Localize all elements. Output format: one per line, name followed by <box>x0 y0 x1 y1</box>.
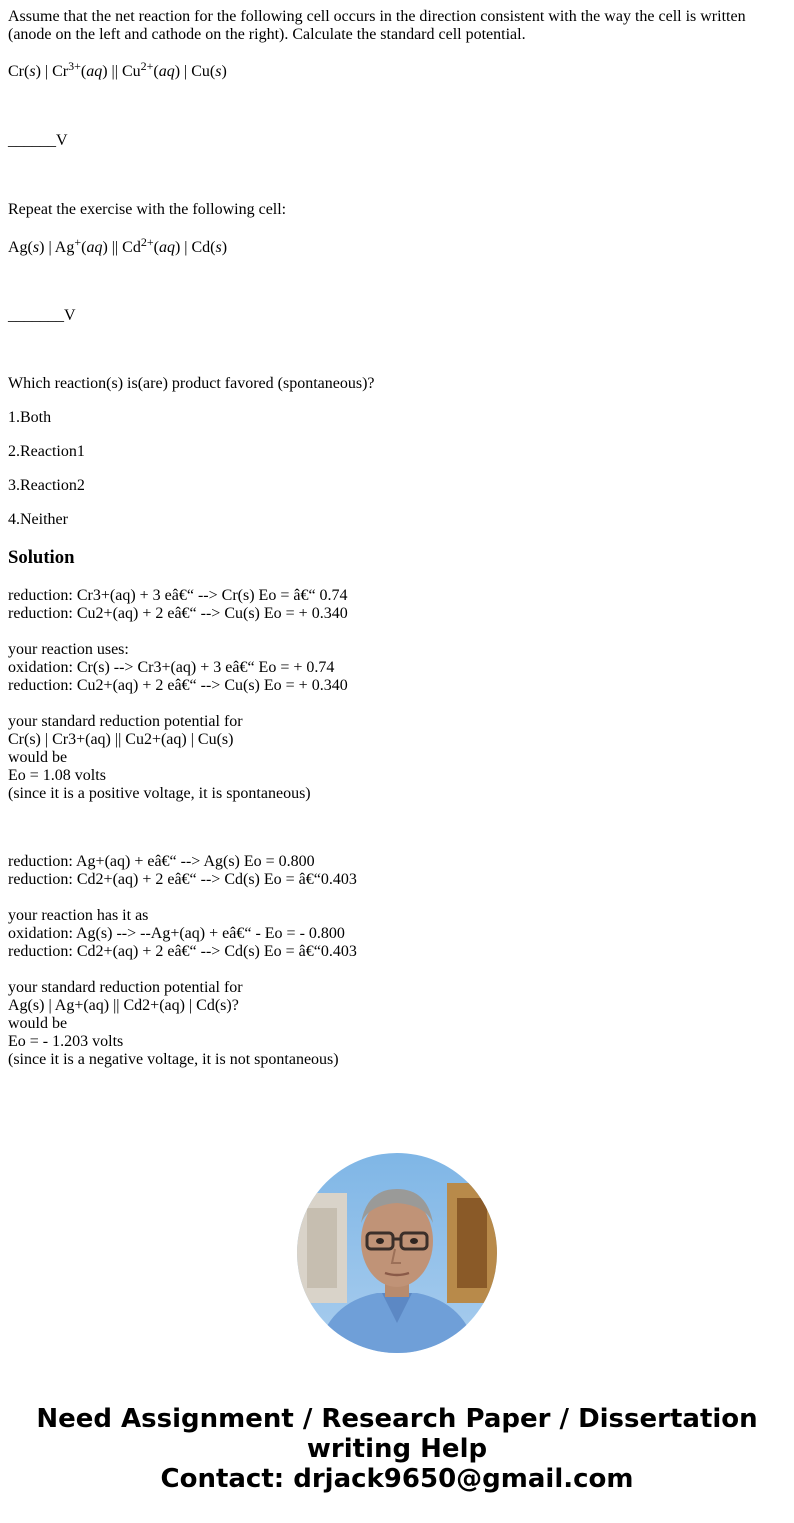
solution-line: (since it is a negative voltage, it is not spontaneous) <box>8 1051 339 1068</box>
repeat-instruction: Repeat the exercise with the following cell: <box>8 201 287 218</box>
option-3: 3.Reaction2 <box>8 477 85 494</box>
banner-line-1: Need Assignment / Research Paper / Dissertation <box>36 1404 758 1434</box>
answer-blank-1: ______V <box>8 132 68 149</box>
solution-line: reduction: Cd2+(aq) + 2 eâ€“ --> Cd(s) Eo = â€“0.403 <box>8 871 357 888</box>
solution-line: reduction: Cu2+(aq) + 2 eâ€“ --> Cu(s) Eo = + 0.340 <box>8 605 348 622</box>
solution-line: your standard reduction potential for <box>8 713 243 730</box>
solution-line: your standard reduction potential for <box>8 979 243 996</box>
solution-part-2 <box>8 853 786 1069</box>
solution-line: reduction: Cd2+(aq) + 2 eâ€“ --> Cd(s) Eo = â€“0.403 <box>8 943 357 960</box>
cell-notation-2: Ag(s) | Ag+(aq) || $Cd^{2+}(aq)$ | Cd(s) <box>8 235 228 256</box>
solution-line: oxidation: Cr(s) --> Cr3+(aq) + 3 eâ€“ Eo = + 0.74 <box>8 659 335 676</box>
solution-line: reduction: Cu2+(aq) + 2 eâ€“ --> Cu(s) Eo = + 0.340 <box>8 677 348 694</box>
solution-heading: Solution <box>8 547 75 568</box>
solution-line: would be <box>8 749 68 766</box>
solution-line: your reaction uses: <box>8 641 129 658</box>
solution-line: reduction: Cr3+(aq) + 3 eâ€“ --> Cr(s) Eo = â€“ 0.74 <box>8 587 348 604</box>
solution-line: oxidation: Ag(s) --> --Ag+(aq) + eâ€“ - Eo = - 0.800 <box>8 925 345 942</box>
solution-line: Ag(s) | Ag+(aq) || Cd2+(aq) | Cd(s)? <box>8 997 239 1014</box>
question-intro: Assume that the net reaction for the following cell occurs in the direction consistent with the way the cell is written (anode on the left and cathode on the right). Calculate the standard cell potential. <box>8 8 746 43</box>
option-2: 2.Reaction1 <box>8 443 85 460</box>
promo-banner <box>0 1404 794 1494</box>
option-1: 1.Both <box>8 409 52 426</box>
option-4: 4.Neither <box>8 511 68 528</box>
solution-line: would be <box>8 1015 68 1032</box>
solution-line: your reaction has it as <box>8 907 149 924</box>
solution-line: Cr(s) | Cr3+(aq) || Cu2+(aq) | Cu(s) <box>8 731 234 748</box>
answer-blank-2: _______V <box>8 307 76 324</box>
author-avatar <box>297 1153 497 1353</box>
solution-line: (since it is a positive voltage, it is spontaneous) <box>8 785 311 802</box>
solution-line: Eo = - 1.203 volts <box>8 1033 124 1050</box>
solution-part-1 <box>8 587 786 803</box>
solution-line: reduction: Ag+(aq) + eâ€“ --> Ag(s) Eo = 0.800 <box>8 853 315 870</box>
person-photo-icon <box>297 1153 497 1353</box>
spontaneity-question: Which reaction(s) is(are) product favored (spontaneous)? <box>8 375 375 392</box>
banner-contact: Contact: drjack9650@gmail.com <box>160 1464 634 1494</box>
banner-line-2: writing Help <box>306 1434 488 1464</box>
cell-notation-1: Cr(s) | $Cr^{3+}(aq)$ || $Cu^{2+}(aq)$ | Cu(s) <box>8 59 227 80</box>
solution-line: Eo = 1.08 volts <box>8 767 106 784</box>
